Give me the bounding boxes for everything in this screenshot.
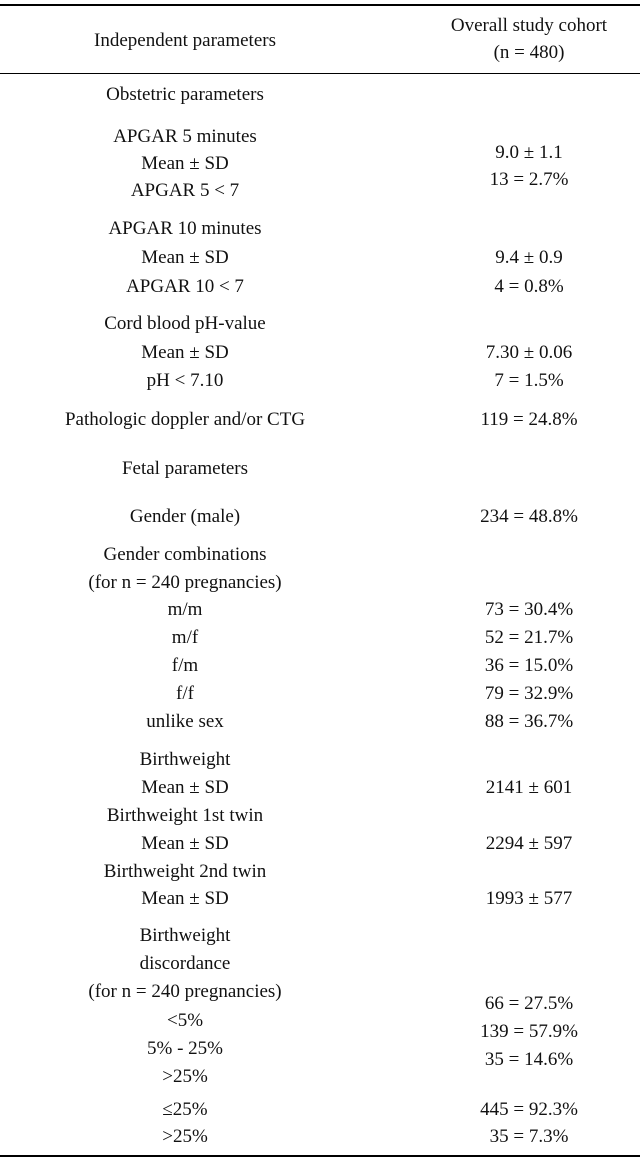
row-label: Birthweight 2nd twin — [103, 861, 267, 882]
row-value: 36 = 15.0% — [484, 655, 574, 676]
row-label: (for n = 240 pregnancies) — [88, 572, 282, 593]
row-value: 9.0 ± 1.1 — [495, 142, 563, 163]
row-value: 73 = 30.4% — [484, 599, 574, 620]
row-label: pH < 7.10 — [146, 370, 224, 391]
row-label: Birthweight 1st twin — [106, 805, 264, 826]
row-label: m/m — [167, 599, 203, 620]
section-obstetric: Obstetric parameters — [106, 84, 264, 105]
row-value: 234 = 48.8% — [480, 506, 578, 527]
row-value: 2141 ± 601 — [485, 777, 573, 798]
row-label: Birthweight — [139, 749, 231, 770]
row-label: APGAR 10 < 7 — [126, 276, 244, 297]
bottom-rule — [0, 1155, 640, 1157]
row-label: Birthweight — [139, 925, 231, 946]
row-value: 119 = 24.8% — [480, 409, 578, 430]
row-label: Mean ± SD — [141, 247, 229, 268]
row-value: 79 = 32.9% — [484, 683, 574, 704]
header-parameters: Independent parameters — [94, 30, 276, 51]
row-label: 5% - 25% — [147, 1038, 223, 1059]
row-value: 139 = 57.9% — [480, 1021, 578, 1042]
row-value: 35 = 14.6% — [484, 1049, 574, 1070]
header-cohort-line1: Overall study cohort — [450, 15, 608, 36]
row-label: Mean ± SD — [141, 888, 229, 909]
row-label: APGAR 5 < 7 — [130, 180, 240, 201]
top-rule — [0, 4, 640, 6]
row-label: <5% — [166, 1010, 204, 1031]
row-label: Pathologic doppler and/or CTG — [64, 409, 306, 430]
row-value: 1993 ± 577 — [485, 888, 573, 909]
row-value: 2294 ± 597 — [485, 833, 573, 854]
row-value: 445 = 92.3% — [480, 1099, 578, 1120]
row-label: Cord blood pH-value — [104, 313, 266, 334]
row-label: unlike sex — [146, 711, 224, 732]
row-value: 52 = 21.7% — [484, 627, 574, 648]
row-label: (for n = 240 pregnancies) — [88, 981, 282, 1002]
row-label: APGAR 10 minutes — [108, 218, 262, 239]
row-value: 7 = 1.5% — [494, 370, 564, 391]
row-value: 9.4 ± 0.9 — [495, 247, 563, 268]
row-value: 88 = 36.7% — [484, 711, 574, 732]
section-fetal: Fetal parameters — [121, 458, 249, 479]
row-value: 7.30 ± 0.06 — [485, 342, 573, 363]
row-label: Gender (male) — [129, 506, 241, 527]
row-label: m/f — [171, 627, 199, 648]
row-label: discordance — [139, 953, 231, 974]
header-rule — [0, 73, 640, 74]
row-label: Gender combinations — [103, 544, 267, 565]
row-label: f/m — [171, 655, 199, 676]
row-label: Mean ± SD — [141, 833, 229, 854]
row-value: 35 = 7.3% — [489, 1126, 569, 1147]
row-label: >25% — [162, 1126, 208, 1147]
row-label: APGAR 5 minutes — [113, 126, 257, 147]
row-label: Mean ± SD — [141, 342, 229, 363]
row-label: Mean ± SD — [141, 777, 229, 798]
row-label: >25% — [162, 1066, 208, 1087]
row-value: 4 = 0.8% — [494, 276, 564, 297]
row-value: 13 = 2.7% — [489, 169, 569, 190]
row-label: Mean ± SD — [141, 153, 229, 174]
row-label: ≤25% — [162, 1099, 208, 1120]
header-cohort-line2: (n = 480) — [493, 42, 565, 63]
row-value: 66 = 27.5% — [484, 993, 574, 1014]
row-label: f/f — [176, 683, 194, 704]
